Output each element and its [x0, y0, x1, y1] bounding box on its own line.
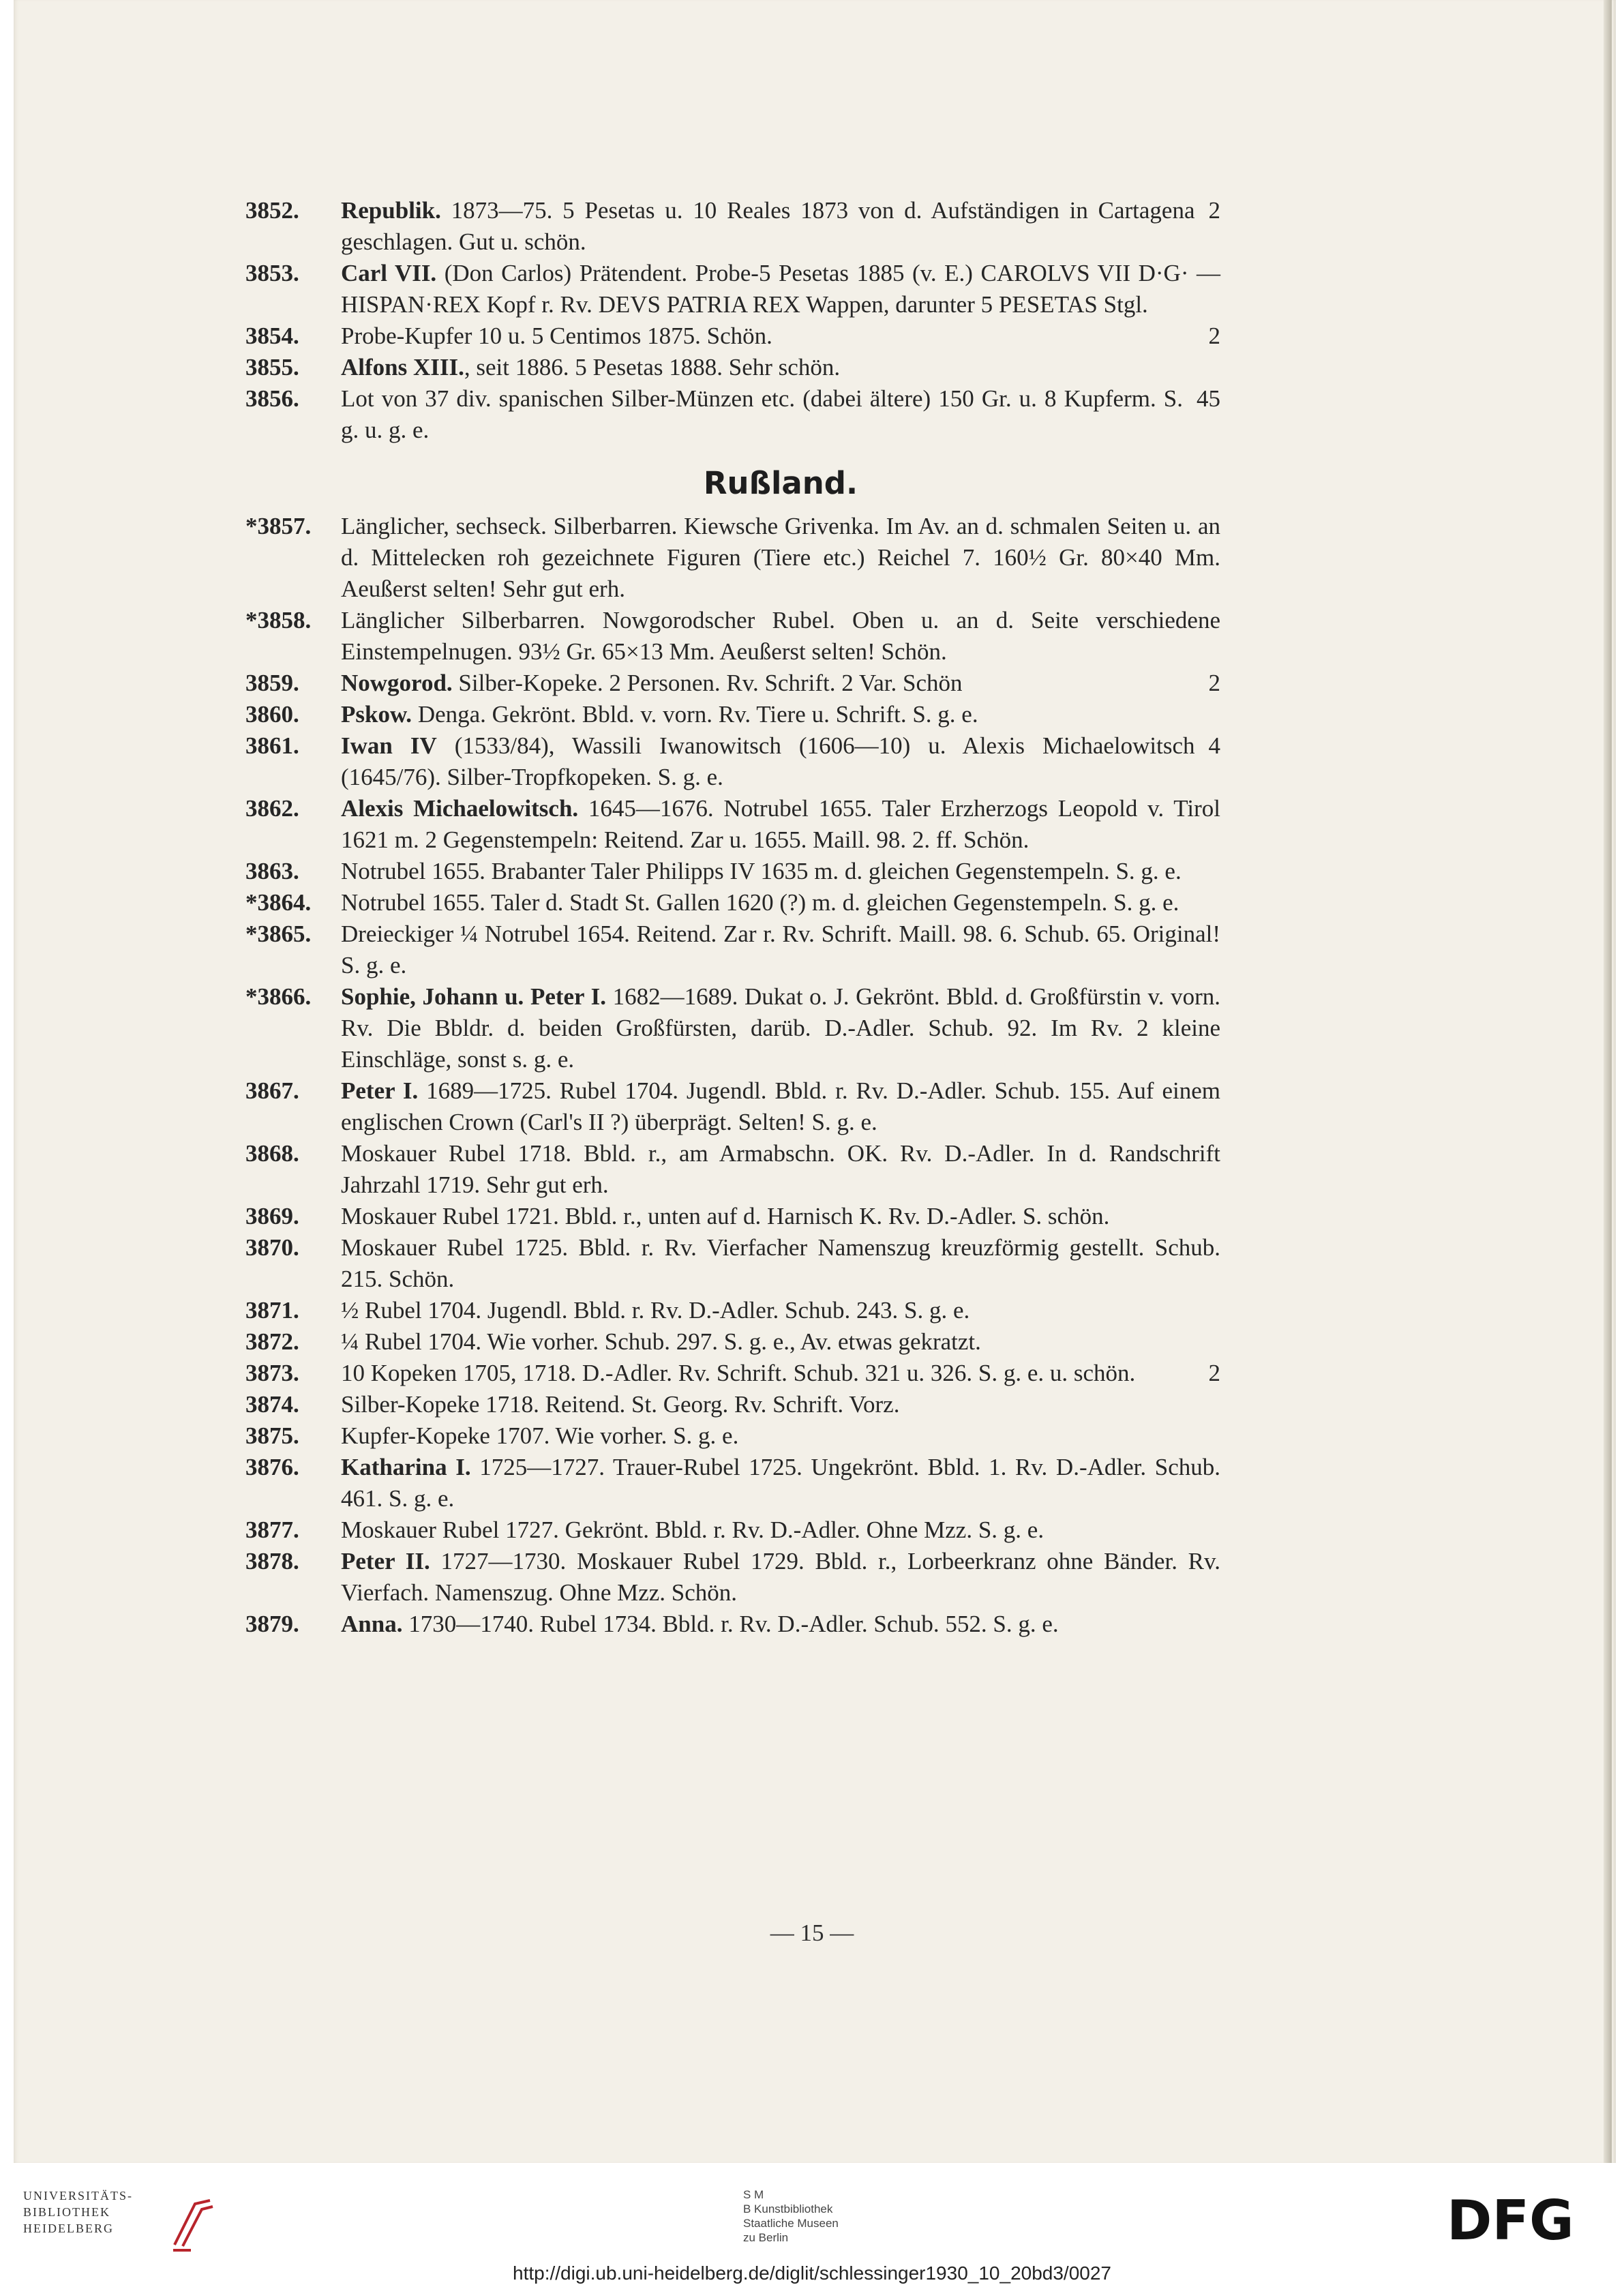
lot-number: 3853. — [245, 260, 299, 286]
uni-logo-line: HEIDELBERG — [23, 2222, 114, 2235]
lot-number: 3856. — [245, 385, 299, 412]
lot-number: 3859. — [245, 670, 299, 696]
smb-line: B Kunstbibliothek — [743, 2202, 833, 2215]
library-mark-icon — [168, 2197, 215, 2252]
lot-description: Lot von 37 div. spanischen Silber-Münzen etc. (dabei ältere) 150 Gr. u. 8 Kupferm. S. g. u. g. e. — [341, 385, 1183, 443]
lot-entry — [0, 981, 1220, 1075]
lot-number: 3873. — [245, 1360, 299, 1386]
lot-title: Republik. — [341, 197, 441, 224]
lot-description: Moskauer Rubel 1725. Bbld. r. Rv. Vierfacher Namenszug kreuzförmig gestellt. Schub. 215. Schön. — [341, 1234, 1220, 1292]
lot-entry — [0, 1232, 1220, 1295]
lot-entry — [0, 699, 1220, 730]
lot-number: 3870. — [245, 1234, 299, 1261]
lot-number: 3855. — [245, 354, 299, 380]
lot-quantity: 2 — [1208, 197, 1220, 224]
lot-title: Alfons XIII. — [341, 354, 464, 380]
lot-entry — [0, 1546, 1220, 1609]
lot-description: ¼ Rubel 1704. Wie vorher. Schub. 297. S. g. e., Av. etwas gekratzt. — [341, 1328, 981, 1355]
lot-description: Länglicher Silberbarren. Nowgorodscher Rubel. Oben u. an d. Seite verschiedene Einstempelnugen. 93½ Gr. 65×13 Mm. Aeußerst selten! Schön. — [341, 607, 1220, 665]
lot-number: 3875. — [245, 1422, 299, 1449]
lot-title: Anna. — [341, 1611, 403, 1637]
lot-number: 3869. — [245, 1203, 299, 1229]
lot-description: Dreieckiger ¼ Notrubel 1654. Reitend. Zar r. Rv. Schrift. Maill. 98. 6. Schub. 65. Original! S. g. e. — [341, 921, 1220, 979]
lot-number: 3868. — [245, 1140, 299, 1167]
lot-entry — [0, 887, 1220, 919]
lot-description: 1873—75. 5 Pesetas u. 10 Reales 1873 von d. Aufständigen in Cartagena geschlagen. Gut u. schön. — [341, 197, 1195, 255]
lot-number: *3858. — [245, 607, 312, 633]
lot-quantity: 2 — [1208, 323, 1220, 349]
lot-number: 3862. — [245, 795, 299, 822]
lot-title: Sophie, Johann u. Peter I. — [341, 983, 606, 1010]
lot-entry — [0, 1358, 1220, 1389]
uni-logo-line: BIBLIOTHEK — [23, 2205, 110, 2219]
lot-entry — [0, 1075, 1220, 1138]
lot-number: *3864. — [245, 889, 312, 916]
lot-description: , seit 1886. 5 Pesetas 1888. Sehr schön. — [464, 354, 841, 380]
lot-quantity: 45 — [1197, 385, 1220, 412]
lot-description: Silber-Kopeke. 2 Personen. Rv. Schrift. 2 Var. Schön — [452, 670, 963, 696]
lot-title: Carl VII. — [341, 260, 437, 286]
lot-description: Moskauer Rubel 1727. Gekrönt. Bbld. r. Rv. D.-Adler. Ohne Mzz. S. g. e. — [341, 1517, 1044, 1543]
lot-description: (Don Carlos) Prätendent. Probe-5 Pesetas 1885 (v. E.) CAROLVS VII D·G· — HISPAN·REX Kopf r. Rv. DEVS PATRIA REX Wappen, darunter 5 PESETAS Stgl. — [341, 260, 1220, 318]
lot-title: Peter II. — [341, 1548, 430, 1574]
lot-number: 3861. — [245, 732, 299, 759]
lot-title: Iwan IV — [341, 732, 437, 759]
smb-line: S M — [743, 2188, 764, 2201]
lot-description: 1689—1725. Rubel 1704. Jugendl. Bbld. r. Rv. D.-Adler. Schub. 155. Auf einem englischen Crown (Carl's II ?) überprägt. Selten! S. g. e. — [341, 1077, 1220, 1135]
lot-number: 3852. — [245, 197, 299, 224]
lot-description: Moskauer Rubel 1721. Bbld. r., unten auf d. Harnisch K. Rv. D.-Adler. S. schön. — [341, 1203, 1110, 1229]
lot-description: ½ Rubel 1704. Jugendl. Bbld. r. Rv. D.-Adler. Schub. 243. S. g. e. — [341, 1297, 970, 1324]
lot-entry — [0, 1326, 1220, 1358]
smb-kunstbibliothek-logo[interactable] — [743, 2187, 907, 2245]
uni-logo-line: UNIVERSITÄTS- — [23, 2189, 133, 2202]
lot-entry — [0, 1514, 1220, 1546]
lot-number: *3857. — [245, 513, 312, 539]
lot-quantity: 4 — [1208, 732, 1220, 759]
lot-number: 3877. — [245, 1517, 299, 1543]
lot-entry — [0, 258, 1220, 320]
lot-description: 1725—1727. Trauer-Rubel 1725. Ungekrönt. Bbld. 1. Rv. D.-Adler. Schub. 461. S. g. e. — [341, 1454, 1220, 1512]
lot-title: Katharina I. — [341, 1454, 471, 1480]
catalogue-content — [0, 195, 1624, 1640]
lot-description: Notrubel 1655. Brabanter Taler Philipps IV 1635 m. d. gleichen Gegenstempeln. S. g. e. — [341, 858, 1182, 884]
lot-description: (1533/84), Wassili Iwanowitsch (1606—10) u. Alexis Michaelowitsch (1645/76). Silber-Tropfkopeken. S. g. e. — [341, 732, 1195, 790]
lot-description: Notrubel 1655. Taler d. Stadt St. Gallen 1620 (?) m. d. gleichen Gegenstempeln. S. g. e. — [341, 889, 1179, 916]
lot-entry — [0, 1609, 1220, 1640]
lot-title: Pskow. — [341, 701, 412, 728]
lot-entry — [0, 793, 1220, 856]
smb-line: Staatliche Museen — [743, 2217, 839, 2230]
lot-number: 3879. — [245, 1611, 299, 1637]
lot-entry — [0, 1389, 1220, 1420]
lot-description: Kupfer-Kopeke 1707. Wie vorher. S. g. e. — [341, 1422, 739, 1449]
lot-description: Denga. Gekrönt. Bbld. v. vorn. Rv. Tiere u. Schrift. S. g. e. — [412, 701, 978, 728]
dfg-logo-text: DFG — [1447, 2196, 1574, 2243]
lot-description: Moskauer Rubel 1718. Bbld. r., am Armabschn. OK. Rv. D.-Adler. In d. Randschrift Jahrzahl 1719. Sehr gut erh. — [341, 1140, 1220, 1198]
lot-entry — [0, 1295, 1220, 1326]
lot-entry — [0, 320, 1220, 352]
lot-number: 3872. — [245, 1328, 299, 1355]
lot-quantity: 2 — [1208, 1360, 1220, 1386]
lot-entry — [0, 668, 1220, 699]
lot-entry — [0, 1201, 1220, 1232]
lot-entry — [0, 1138, 1220, 1201]
lot-description: 1645—1676. Notrubel 1655. Taler Erzherzogs Leopold v. Tirol 1621 m. 2 Gegenstempeln: Reitend. Zar u. 1655. Maill. 98. 2. ff. Schön. — [341, 795, 1220, 853]
heidelberg-library-logo[interactable] — [23, 2189, 200, 2243]
lot-entry — [0, 383, 1220, 446]
lot-number: *3866. — [245, 983, 312, 1010]
lot-description: 1727—1730. Moskauer Rubel 1729. Bbld. r., Lorbeerkranz ohne Bänder. Rv. Vierfach. Namenszug. Ohne Mzz. Schön. — [341, 1548, 1221, 1606]
dfg-logo[interactable] — [1444, 2196, 1608, 2243]
lot-number: 3863. — [245, 858, 299, 884]
footer — [0, 2168, 1624, 2285]
lot-title: Peter I. — [341, 1077, 419, 1104]
page-number: — 15 — — [770, 1920, 854, 1946]
lot-entry — [0, 730, 1220, 793]
lot-number: 3878. — [245, 1548, 299, 1574]
lot-number: 3876. — [245, 1454, 299, 1480]
lot-title: Nowgorod. — [341, 670, 453, 696]
lot-number: 3871. — [245, 1297, 299, 1324]
lot-entry — [0, 1452, 1220, 1514]
lot-number: 3867. — [245, 1077, 299, 1104]
lot-number: 3874. — [245, 1391, 299, 1418]
smb-line: zu Berlin — [743, 2231, 789, 2244]
lot-quantity: 2 — [1208, 670, 1220, 696]
section-heading: Rußland. — [703, 465, 858, 501]
lot-entry — [0, 919, 1220, 981]
lot-title: Alexis Michaelowitsch. — [341, 795, 579, 822]
lot-description: 1730—1740. Rubel 1734. Bbld. r. Rv. D.-Adler. Schub. 552. S. g. e. — [402, 1611, 1059, 1637]
lot-number: 3860. — [245, 701, 299, 728]
lot-number: *3865. — [245, 921, 312, 947]
lot-description: Silber-Kopeke 1718. Reitend. St. Georg. Rv. Schrift. Vorz. — [341, 1391, 900, 1418]
lot-description: 10 Kopeken 1705, 1718. D.-Adler. Rv. Schrift. Schub. 321 u. 326. S. g. e. u. schön. — [341, 1360, 1136, 1386]
lot-number: 3854. — [245, 323, 299, 349]
lot-entry — [0, 856, 1220, 887]
spain-lot-list — [0, 195, 1624, 446]
lot-entry — [0, 352, 1220, 383]
lot-description: 1682—1689. Dukat o. J. Gekrönt. Bbld. d. Großfürstin v. vorn. Rv. Die Bbldr. d. beiden Großfürsten, darüb. D.-Adler. Schub. 92. Im Rv. 2 kleine Einschläge, sonst s. g. e. — [341, 983, 1220, 1073]
lot-description: Länglicher, sechseck. Silberbarren. Kiewsche Grivenka. Im Av. an d. schmalen Seiten u. an d. Mittelecken roh gezeichnete Figuren (Tiere etc.) Reichel 7. 160½ Gr. 80×40 Mm. Aeußerst selten! Sehr gut erh. — [341, 513, 1220, 602]
lot-entry — [0, 195, 1220, 258]
lot-entry — [0, 1420, 1220, 1452]
lot-entry — [0, 511, 1220, 605]
russia-lot-list — [0, 511, 1624, 1640]
lot-entry — [0, 605, 1220, 668]
lot-description: Probe-Kupfer 10 u. 5 Centimos 1875. Schön. — [341, 323, 772, 349]
source-url[interactable]: http://digi.ub.uni-heidelberg.de/diglit/schlessinger1930_10_20bd3/0027 — [513, 2262, 1111, 2284]
